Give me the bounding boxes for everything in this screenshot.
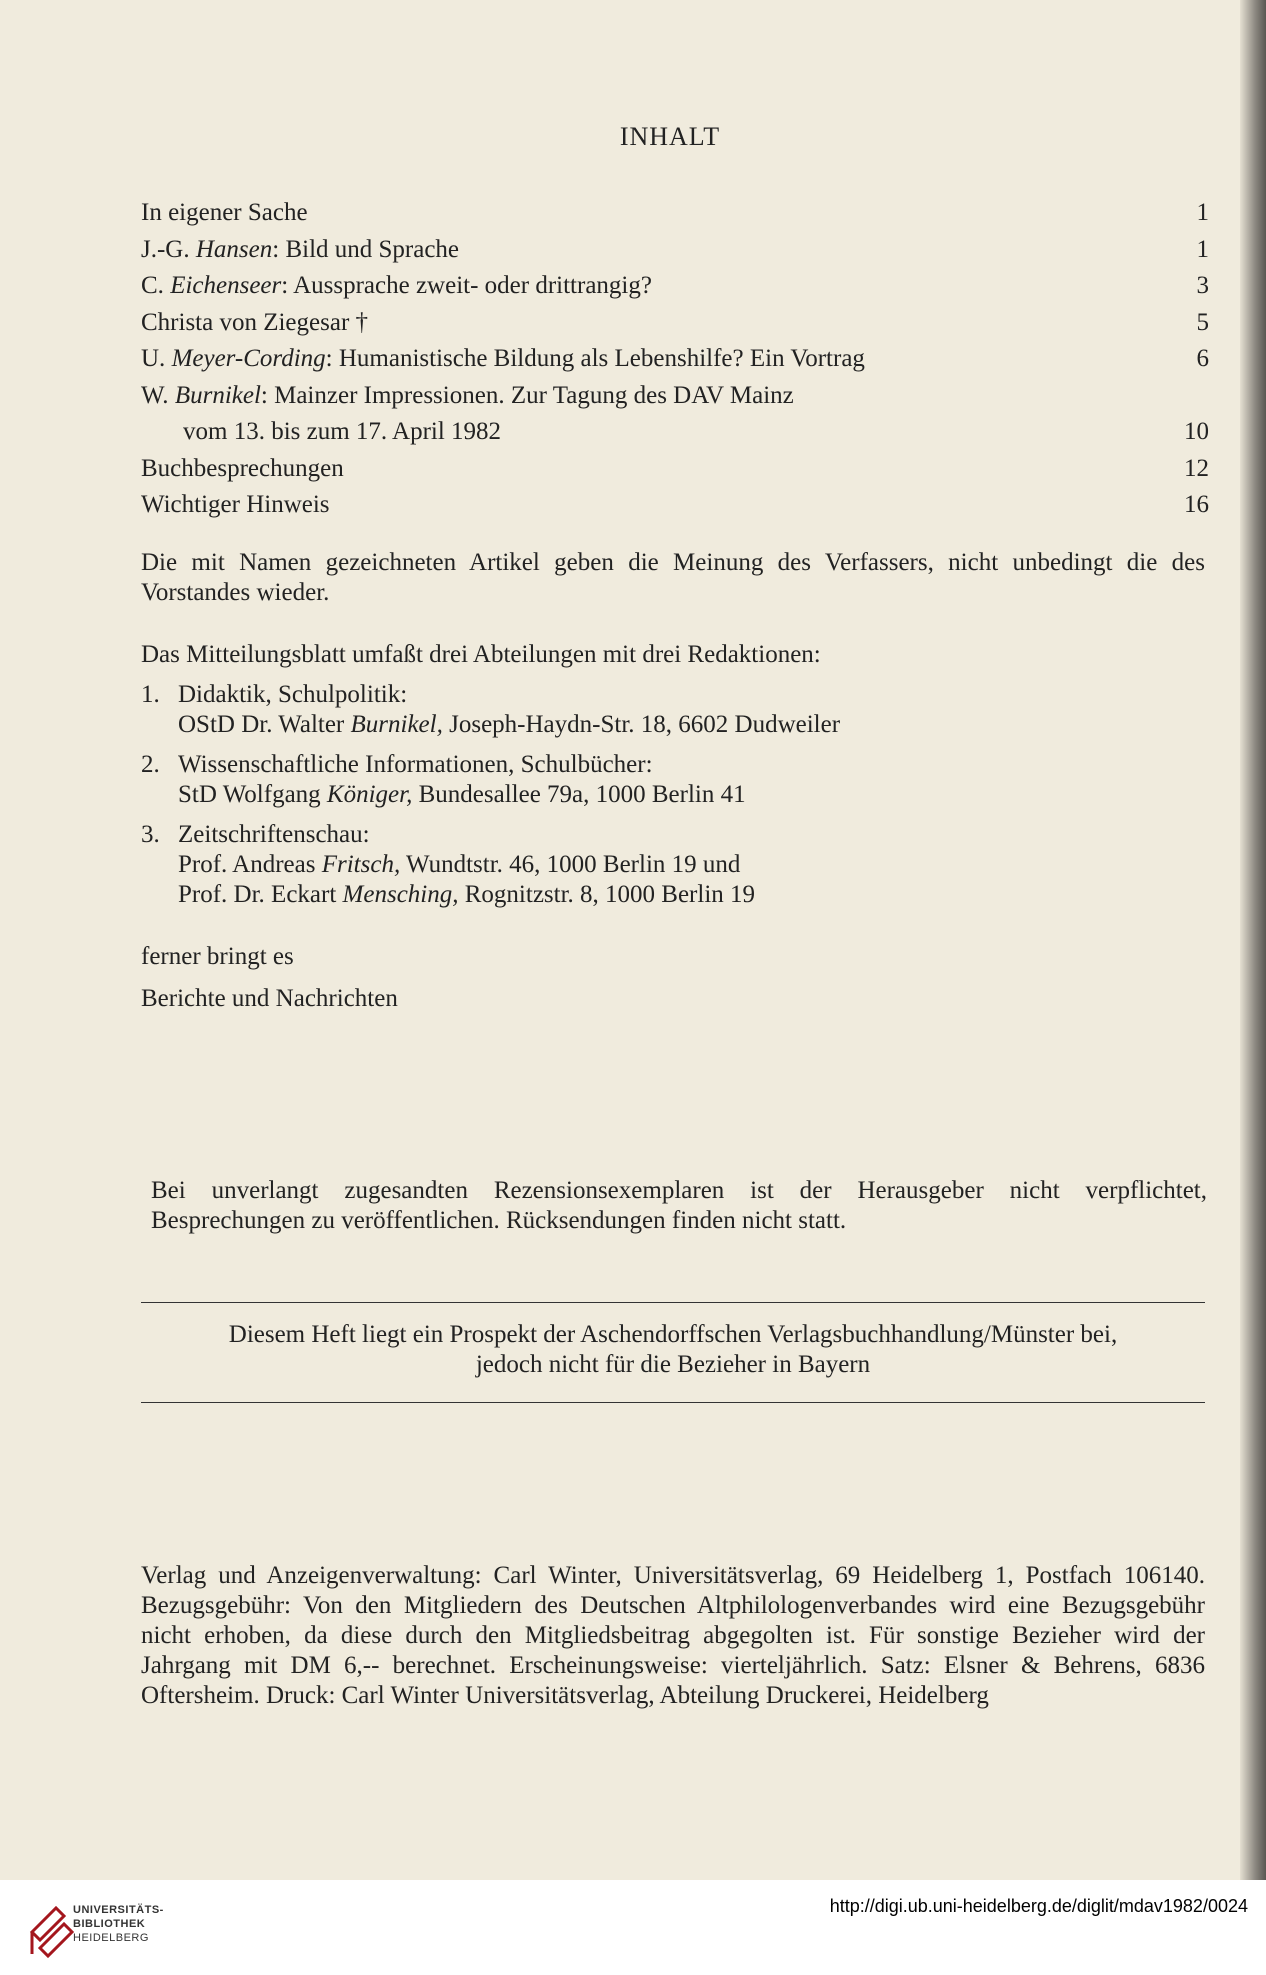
section-editor: Prof. Dr. Eckart Mensching, Rognitzstr. 8, 1000 Berlin 19 — [178, 881, 756, 908]
page-spine-shadow — [1240, 0, 1266, 1880]
toc-page-number: 1 — [1196, 235, 1209, 263]
section-title: Zeitschriftenschau: — [178, 821, 370, 848]
university-library-logo-icon — [28, 1892, 76, 1964]
publisher-paragraph: Verlag und Anzeigenverwaltung: Carl Winter, Universitätsverlag, 69 Heidelberg 1, Postfach 106140. Bezugsgebühr: Von den Mitgliedern des Deutschen Altphilologenverbandes wird eine Bezugsgebühr nicht erhoben, da diese durch den Mitgliedsbeitrag abgegolten ist. Für sonstige Bezieher wird der Jahrgang mit DM 6,-- berechnet. Erscheinungsweise: vierteljährlich. Satz: Elsner & Behrens, 6836 Oftersheim. Druck: Carl Winter Universitätsverlag, Abteilung Druckerei, Heidelberg — [141, 1562, 1205, 1709]
library-footer — [0, 1880, 1266, 1975]
section-editor: Prof. Andreas Fritsch, Wundtstr. 46, 1000 Berlin 19 und — [178, 851, 741, 878]
divider-bottom — [141, 1402, 1205, 1403]
table-of-contents — [141, 195, 1209, 524]
ferner-line: ferner bringt es — [141, 943, 294, 970]
section-item: 3. Zeitschriftenschau: Prof. Andreas Fritsch, Wundtstr. 46, 1000 Berlin 19 und Prof. Dr. Eckart Mensching, Rognitzstr. 8, 1000 Berlin 19 — [141, 820, 1205, 910]
insert-note-line1: Diesem Heft liegt ein Prospekt der Aschendorffschen Verlagsbuchhandlung/Münster bei, — [228, 1321, 1118, 1348]
divider-top — [141, 1302, 1205, 1303]
toc-entry: W. Burnikel: Mainzer Impressionen. Zur Tagung des DAV Mainz — [141, 381, 794, 409]
review-copies-note: Bei unverlangt zugesandten Rezensionsexemplaren ist der Herausgeber nicht verpflichtet, Besprechungen zu veröffentlichen. Rücksendungen finden nicht statt. — [151, 1177, 1207, 1234]
page-title: INHALT — [619, 122, 721, 151]
section-title: Wissenschaftliche Informationen, Schulbücher: — [178, 751, 653, 778]
insert-note-line2: jedoch nicht für die Bezieher in Bayern — [475, 1351, 871, 1378]
section-editor: StD Wolfgang Königer, Bundesallee 79a, 1000 Berlin 41 — [178, 781, 746, 808]
toc-author: Hansen — [195, 235, 273, 263]
toc-page-number: 3 — [1196, 272, 1209, 299]
section-item: 1. Didaktik, Schulpolitik: OStD Dr. Walter Burnikel, Joseph-Haydn-Str. 18, 6602 Dudweiler — [141, 680, 1205, 740]
toc-page-number: 10 — [1184, 418, 1209, 445]
toc-entry: U. Meyer-Cording: Humanistische Bildung als Lebenshilfe? Ein Vortrag 6 — [141, 341, 1209, 378]
section-title: Didaktik, Schulpolitik: — [178, 681, 408, 708]
toc-entry: Wichtiger Hinweis 16 — [141, 487, 1209, 524]
section-editor: OStD Dr. Walter Burnikel, Joseph-Haydn-Str. 18, 6602 Dudweiler — [178, 711, 841, 738]
toc-page-number: 16 — [1184, 491, 1209, 518]
disclaimer-paragraph: Die mit Namen gezeichneten Artikel geben die Meinung des Verfassers, nicht unbedingt die des Vorstandes wieder. — [141, 549, 1205, 606]
toc-entry: Buchbesprechungen 12 — [141, 451, 1209, 488]
toc-entry: C. Eichenseer: Aussprache zweit- oder drittrangig? 3 — [141, 268, 1209, 305]
toc-author: Burnikel — [174, 381, 261, 409]
toc-page-number: 1 — [1196, 199, 1209, 226]
berichte-line: Berichte und Nachrichten — [141, 985, 398, 1012]
toc-author: Meyer-Cording — [171, 345, 326, 372]
toc-page-number: 6 — [1196, 345, 1209, 372]
sections-intro: Das Mitteilungsblatt umfaßt drei Abteilungen mit drei Redaktionen: — [141, 641, 821, 668]
toc-entry: In eigener Sache 1 — [141, 195, 1209, 232]
section-item: 2. Wissenschaftliche Informationen, Schulbücher: StD Wolfgang Königer, Bundesallee 79a, 1000 Berlin 41 — [141, 750, 1205, 810]
toc-page-number: 12 — [1184, 454, 1209, 482]
source-url-link[interactable]: http://digi.ub.uni-heidelberg.de/diglit/mdav1982/0024 — [829, 1896, 1248, 1916]
sections-list — [141, 680, 1205, 920]
toc-entry: J.-G. Hansen: Bild und Sprache 1 — [141, 232, 1209, 269]
library-name: UNIVERSITÄTS- BIBLIOTHEK HEIDELBERG — [73, 1904, 164, 1944]
toc-entry: Christa von Ziegesar † 5 — [141, 305, 1209, 342]
toc-page-number: 5 — [1196, 308, 1209, 336]
toc-author: Eichenseer — [170, 272, 282, 299]
toc-entry-continuation: vom 13. bis zum 17. April 1982 10 — [141, 414, 1209, 451]
